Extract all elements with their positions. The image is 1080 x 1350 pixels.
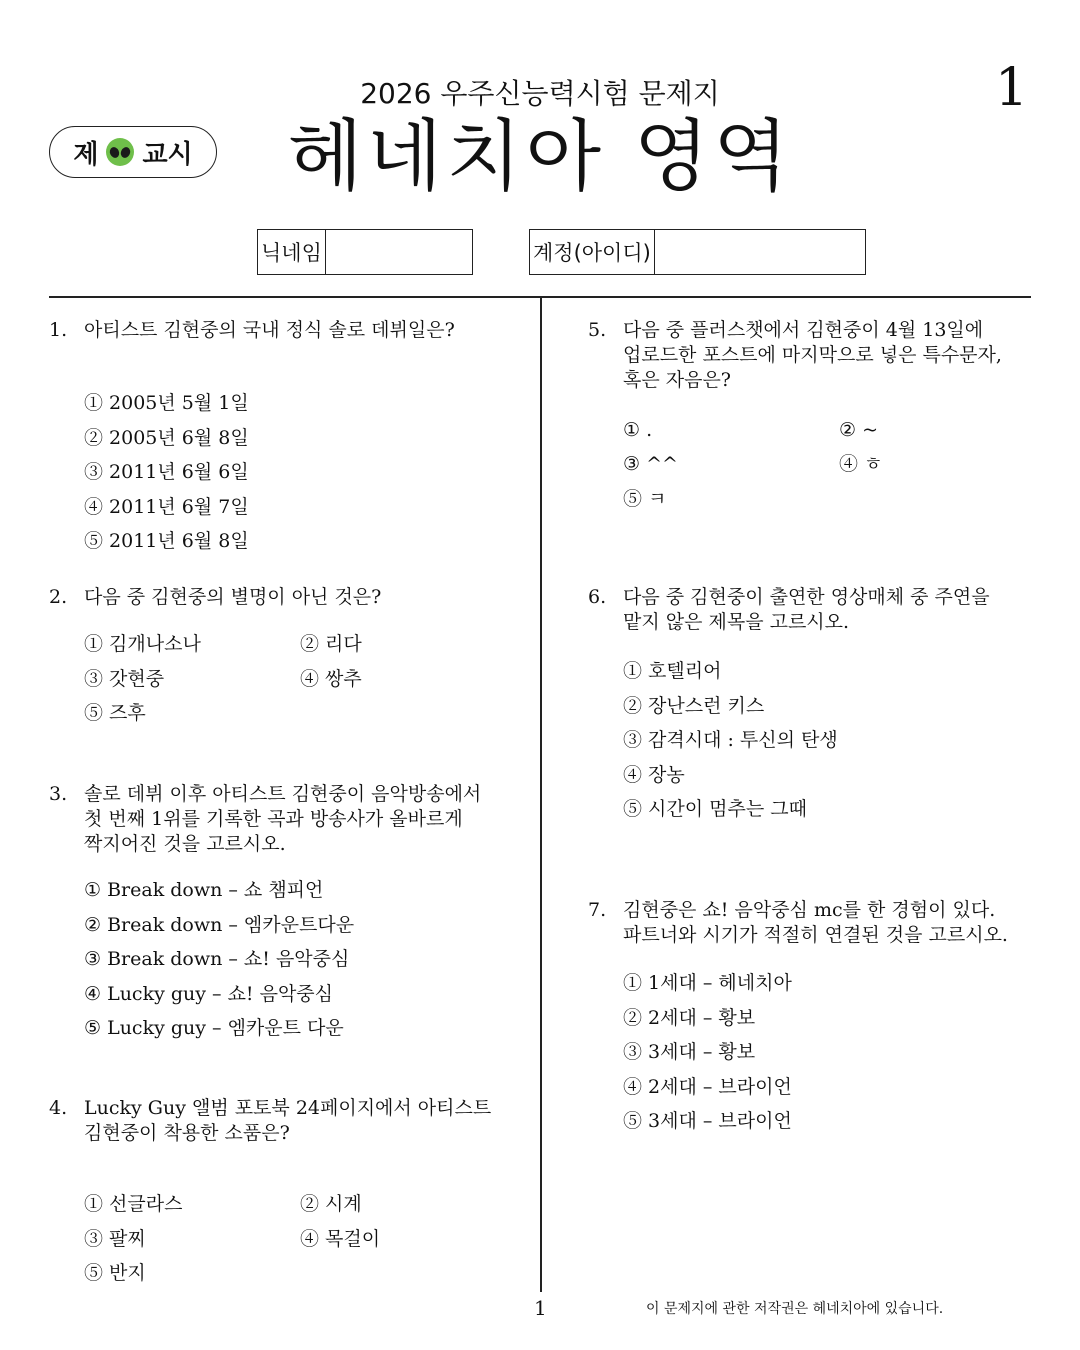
question-6 [588, 585, 990, 820]
nickname-label: 닉네임 [258, 230, 326, 274]
nickname-input[interactable] [326, 230, 472, 274]
option-4[interactable]: ④ Lucky guy – 쇼! 음악중심 [84, 983, 334, 1005]
option-2[interactable]: ② 시계 [300, 1193, 362, 1215]
option-3[interactable]: ③ 팔찌 [84, 1228, 146, 1250]
question-5 [588, 318, 1002, 510]
account-field [529, 229, 866, 275]
question-text: 아티스트 김현중의 국내 정식 솔로 데뷔일은? [84, 319, 455, 341]
option-5[interactable]: ⑤ 3세대 – 브라이언 [623, 1110, 792, 1132]
option-4[interactable]: ④ ㅎ [839, 453, 883, 475]
option-5[interactable]: ⑤ 반지 [84, 1262, 146, 1284]
column-divider [540, 296, 542, 1292]
question-2 [49, 585, 382, 724]
option-1[interactable]: ① 호텔리어 [623, 660, 722, 682]
copyright-notice: 이 문제지에 관한 저작권은 헤네치아에 있습니다. [646, 1301, 944, 1317]
footer-page-number: 1 [534, 1296, 547, 1320]
option-1[interactable]: ① 1세대 – 헤네치아 [623, 972, 792, 994]
account-label: 계정(아이디) [530, 230, 655, 274]
option-3[interactable]: ③ 2011년 6월 6일 [84, 461, 249, 483]
option-4[interactable]: ④ 쌍추 [300, 668, 362, 690]
question-text: 다음 중 김현중이 출연한 영상매체 중 주연을 맡지 않은 제목을 고르시오. [623, 586, 990, 633]
option-5[interactable]: ⑤ 2011년 6월 8일 [84, 530, 249, 552]
option-2[interactable]: ② 장난스런 키스 [623, 695, 765, 717]
option-5[interactable]: ⑤ Lucky guy – 엠카운트 다운 [84, 1017, 344, 1039]
nickname-field [257, 229, 473, 275]
page-number: 1 [995, 58, 1029, 118]
question-text: 솔로 데뷔 이후 아티스트 김현중이 음악방송에서 첫 번째 1위를 기록한 곡과 방송사가 올바르게 짝지어진 것을 고르시오. [84, 783, 482, 855]
option-3[interactable]: ③ 갓현중 [84, 668, 165, 690]
option-5[interactable]: ⑤ ㅋ [623, 488, 667, 510]
question-4 [49, 1096, 491, 1286]
question-number: 4. [49, 1097, 68, 1119]
option-1[interactable]: ① 선글라스 [84, 1193, 183, 1215]
exam-title: 2026 우주신능력시험 문제지 [360, 77, 720, 110]
question-number: 3. [49, 783, 68, 805]
option-4[interactable]: ④ 목걸이 [300, 1228, 381, 1250]
option-2[interactable]: ② 2세대 – 황보 [623, 1007, 756, 1029]
question-number: 6. [588, 586, 607, 608]
question-text: 김현중은 쇼! 음악중심 mc를 한 경험이 있다. 파트너와 시기가 적절히 연결된 것을 고르시오. [623, 899, 1008, 946]
question-number: 5. [588, 319, 607, 341]
question-text: 다음 중 김현중의 별명이 아닌 것은? [84, 586, 382, 608]
question-text: Lucky Guy 앨범 포토북 24페이지에서 아티스트 김현중이 착용한 소품은? [84, 1097, 492, 1144]
option-5[interactable]: ⑤ 즈후 [84, 702, 146, 724]
option-4[interactable]: ④ 2011년 6월 7일 [84, 496, 249, 518]
question-7 [588, 898, 1008, 1132]
option-3[interactable]: ③ 감격시대 : 투신의 탄생 [623, 729, 838, 751]
option-5[interactable]: ⑤ 시간이 멈추는 그때 [623, 798, 807, 820]
option-1[interactable]: ① 2005년 5월 1일 [84, 392, 249, 414]
option-2[interactable]: ② 리다 [300, 633, 362, 655]
option-1[interactable]: ① Break down – 쇼 챔피언 [84, 879, 324, 901]
option-1[interactable]: ① . [623, 419, 653, 441]
question-number: 7. [588, 899, 607, 921]
option-2[interactable]: ② Break down – 엠카운트다운 [84, 914, 355, 936]
option-2[interactable]: ② 2005년 6월 8일 [84, 427, 249, 449]
option-4[interactable]: ④ 2세대 – 브라이언 [623, 1076, 792, 1098]
account-input[interactable] [655, 230, 865, 274]
option-3[interactable]: ③ ^^ [623, 453, 678, 475]
question-number: 2. [49, 586, 68, 608]
option-3[interactable]: ③ 3세대 – 황보 [623, 1041, 756, 1063]
period-suffix: 교시 [142, 139, 193, 170]
option-3[interactable]: ③ Break down – 쇼! 음악중심 [84, 948, 350, 970]
option-2[interactable]: ② ~ [839, 419, 878, 441]
question-3 [49, 782, 481, 1037]
question-number: 1. [49, 319, 68, 341]
option-4[interactable]: ④ 장농 [623, 764, 685, 786]
question-1 [49, 318, 455, 552]
period-prefix: 제 [73, 139, 99, 170]
subject-title: 헤네치아 영역 [287, 112, 793, 202]
option-1[interactable]: ① 김개나소나 [84, 633, 201, 655]
question-text: 다음 중 플러스챗에서 김현중이 4월 13일에 업로드한 포스트에 마지막으로 넣은 특수문자, 혹은 자음은? [623, 319, 1002, 391]
